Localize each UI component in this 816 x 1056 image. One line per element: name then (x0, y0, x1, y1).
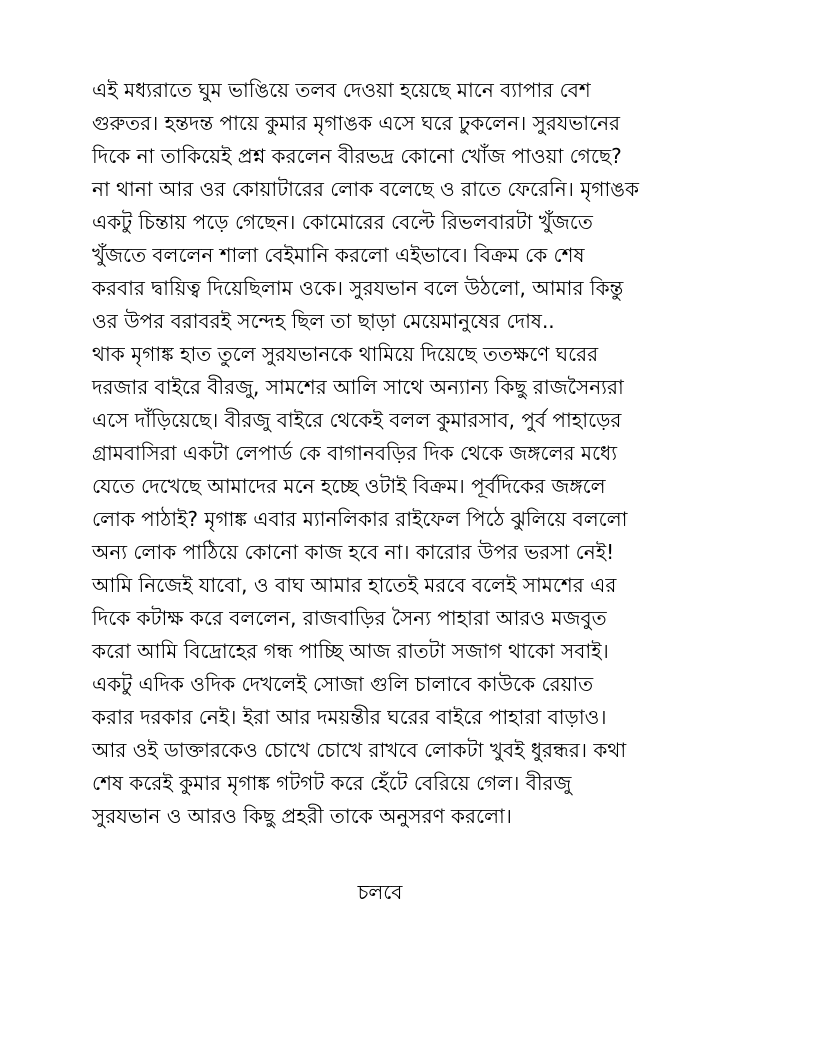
text-line: আমি নিজেই যাবো, ও বাঘ আমার হাতেই মরবে বলেই সামশের এর (92, 573, 617, 597)
text-line: ওর উপর বরাবরই সন্দেহ ছিল তা ছাড়া মেয়েমানুষের দোষ.. (92, 309, 555, 333)
story-body (92, 74, 732, 833)
text-line: করার দরকার নেই। ইরা আর দময়ন্তীর ঘরের বাইরে পাহারা বাড়াও। (92, 705, 607, 729)
text-line: গুরুতর। হন্তদন্ত পায়ে কুমার মৃগাঙক এসে ঘরে ঢুকলেন। সুরযভানের (92, 111, 621, 135)
text-line: এই মধ্যরাতে ঘুম ভাঙিয়ে তলব দেওয়া হয়েছে মানে ব্যাপার বেশ (92, 78, 591, 102)
text-line: থাক মৃগাঙ্ক হাত তুলে সুরযভানকে থামিয়ে দিয়েছে ততক্ষণে ঘরের (92, 342, 599, 366)
text-line: এসে দাঁড়িয়েছে। বীরজু বাইরে থেকেই বলল কুমারসাব, পুর্ব পাহাড়ের (92, 408, 622, 432)
text-line: দিকে কটাক্ষ করে বললেন, রাজবাড়ির সৈন্য পাহারা আরও মজবুত (92, 606, 607, 630)
to-be-continued: চলবে (357, 880, 403, 904)
text-line: একটু এদিক ওদিক দেখলেই সোজা গুলি চালাবে কাউকে রেয়াত (92, 672, 594, 696)
text-line: সুরযভান ও আরও কিছু প্রহরী তাকে অনুসরণ করলো। (92, 804, 512, 828)
text-line: দরজার বাইরে বীরজু, সামশের আলি সাথে অন্যান্য কিছু রাজসৈন্যরা (92, 375, 624, 399)
text-line: আর ওই ডাক্তারকেও চোখে চোখে রাখবে লোকটা খুবই ধুরন্ধর। কথা (92, 738, 627, 762)
text-line: শেষ করেই কুমার মৃগাঙ্ক গটগট করে হেঁটে বেরিয়ে গেল। বীরজু (92, 771, 572, 795)
text-line: গ্রামবাসিরা একটা লেপার্ড কে বাগানবড়ির দিক থেকে জঙ্গলের মধ্যে (92, 441, 618, 465)
text-line: করবার দ্বায়িত্ব দিয়েছিলাম ওকে। সুরযভান বলে উঠলো, আমার কিন্তু (92, 276, 624, 300)
text-line: খুঁজতে বললেন শালা বেইমানি করলো এইভাবে। বিক্রম কে শেষ (92, 243, 585, 267)
text-line: অন্য লোক পাঠিয়ে কোনো কাজ হবে না। কারোর উপর ভরসা নেই! (92, 540, 615, 564)
text-line: করো আমি বিদ্রোহের গন্ধ পাচ্ছি আজ রাতটা সজাগ থাকো সবাই। (92, 639, 609, 663)
text-line: দিকে না তাকিয়েই প্রশ্ন করলেন বীরভদ্র কোনো খোঁজ পাওয়া গেছে? (92, 144, 622, 168)
text-line: লোক পাঠাই? মৃগাঙ্ক এবার ম্যানলিকার রাইফেল পিঠে ঝুলিয়ে বললো (92, 507, 628, 531)
text-line: যেতে দেখেছে আমাদের মনে হচ্ছে ওটাই বিক্রম। পূর্বদিকের জঙ্গলে (92, 474, 606, 498)
text-line: একটু চিন্তায় পড়ে গেছেন। কোমোরের বেল্টে রিভলবারটা খুঁজতে (92, 210, 593, 234)
text-line: না থানা আর ওর কোয়াটারের লোক বলেছে ও রাতে ফেরেনি। মৃগাঙক (92, 177, 639, 201)
